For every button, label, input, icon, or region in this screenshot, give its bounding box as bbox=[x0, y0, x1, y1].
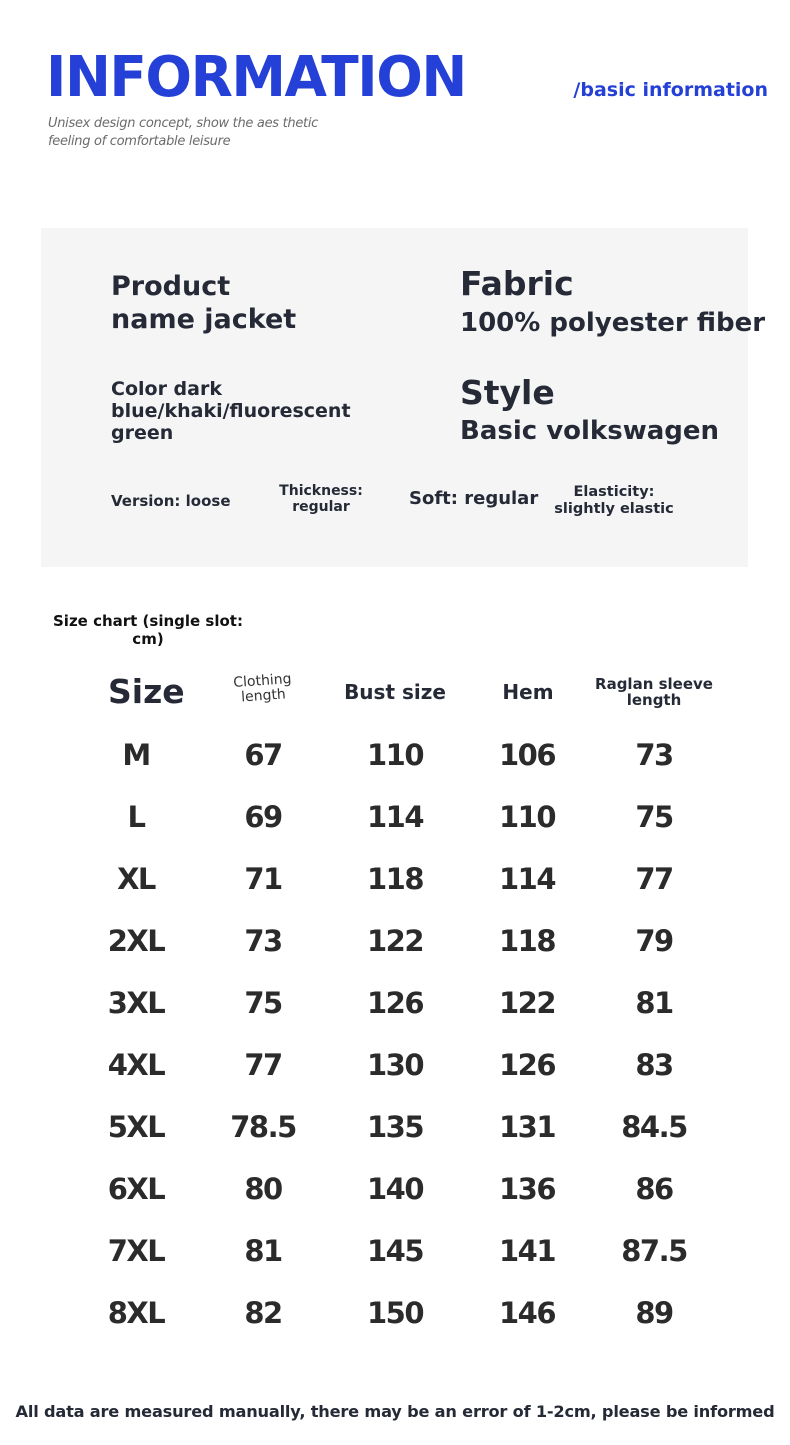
bust-size-cell: 114 bbox=[366, 800, 424, 834]
clothing-length-line-1: Clothing bbox=[232, 671, 293, 692]
bust-size-cell: 140 bbox=[366, 1172, 424, 1206]
measurement-disclaimer: All data are measured manually, there may be an error of 1-2cm, please be informed bbox=[15, 1402, 775, 1421]
raglan-sleeve-length-cell: 87.5 bbox=[621, 1234, 687, 1268]
bust-size-cell: 118 bbox=[366, 862, 424, 896]
clothing-length-cell: 75 bbox=[244, 986, 282, 1020]
table-row bbox=[0, 1034, 790, 1096]
clothing-length-line-2: length bbox=[240, 686, 287, 706]
bust-size-cell: 150 bbox=[366, 1296, 424, 1330]
column-header-bust-size: Bust size bbox=[344, 680, 446, 704]
size-chart-caption-line-2: cm) bbox=[132, 630, 164, 648]
size-cell: L bbox=[127, 800, 145, 834]
bust-size-cell: 126 bbox=[366, 986, 424, 1020]
elasticity-value: slightly elastic bbox=[554, 501, 674, 517]
raglan-sleeve-length-cell: 89 bbox=[635, 1296, 673, 1330]
column-header-size: Size bbox=[108, 672, 185, 711]
color-line-3: green bbox=[111, 422, 174, 444]
size-cell: 8XL bbox=[107, 1296, 165, 1330]
table-row bbox=[0, 1158, 790, 1220]
hem-cell: 106 bbox=[498, 738, 556, 772]
hem-cell: 146 bbox=[498, 1296, 556, 1330]
clothing-length-cell: 80 bbox=[244, 1172, 282, 1206]
size-cell: 4XL bbox=[107, 1048, 165, 1082]
table-row bbox=[0, 786, 790, 848]
bust-size-cell: 110 bbox=[366, 738, 424, 772]
table-row bbox=[0, 972, 790, 1034]
bust-size-cell: 130 bbox=[366, 1048, 424, 1082]
section-tagline: /basic information bbox=[573, 79, 768, 101]
product-info-panel bbox=[41, 228, 766, 567]
size-cell: 2XL bbox=[107, 924, 165, 958]
page-title: INFORMATION bbox=[46, 45, 466, 110]
hem-cell: 118 bbox=[498, 924, 556, 958]
clothing-length-cell: 78.5 bbox=[230, 1110, 296, 1144]
hem-cell: 122 bbox=[498, 986, 556, 1020]
subtitle-line-2: feeling of comfortable leisure bbox=[48, 134, 231, 149]
raglan-sleeve-length-cell: 83 bbox=[635, 1048, 673, 1082]
size-cell: 7XL bbox=[107, 1234, 165, 1268]
clothing-length-cell: 69 bbox=[244, 800, 282, 834]
size-cell: 5XL bbox=[107, 1110, 165, 1144]
elasticity-label: Elasticity: bbox=[573, 484, 655, 500]
hem-cell: 136 bbox=[498, 1172, 556, 1206]
thickness-value: regular bbox=[292, 499, 350, 515]
raglan-sleeve-length-cell: 81 bbox=[635, 986, 673, 1020]
style-value: Basic volkswagen bbox=[460, 416, 720, 446]
column-header-hem: Hem bbox=[502, 680, 554, 704]
hem-cell: 126 bbox=[498, 1048, 556, 1082]
column-header-clothing-length bbox=[227, 672, 299, 707]
size-cell: 3XL bbox=[107, 986, 165, 1020]
elasticity-info bbox=[546, 484, 682, 518]
size-chart-caption bbox=[48, 612, 248, 648]
product-name bbox=[111, 270, 296, 336]
hem-cell: 141 bbox=[498, 1234, 556, 1268]
raglan-sleeve-length-cell: 86 bbox=[635, 1172, 673, 1206]
version-info: Version: loose bbox=[111, 492, 231, 510]
color-info bbox=[111, 378, 351, 444]
table-row bbox=[0, 724, 790, 786]
bust-size-cell: 122 bbox=[366, 924, 424, 958]
color-line-1: Color dark bbox=[111, 378, 222, 400]
raglan-sleeve-length-cell: 77 bbox=[635, 862, 673, 896]
table-row bbox=[0, 1220, 790, 1282]
subtitle bbox=[48, 115, 348, 151]
raglan-line-2: length bbox=[626, 691, 682, 709]
size-chart-caption-line-1: Size chart (single slot: bbox=[53, 612, 243, 630]
soft-info: Soft: regular bbox=[409, 488, 539, 509]
fabric-label: Fabric bbox=[460, 264, 574, 303]
raglan-line-1: Raglan sleeve bbox=[595, 675, 713, 693]
size-cell: 6XL bbox=[107, 1172, 165, 1206]
raglan-sleeve-length-cell: 79 bbox=[635, 924, 673, 958]
raglan-sleeve-length-cell: 75 bbox=[635, 800, 673, 834]
table-row bbox=[0, 1096, 790, 1158]
clothing-length-cell: 81 bbox=[244, 1234, 282, 1268]
hem-cell: 110 bbox=[498, 800, 556, 834]
size-cell: M bbox=[122, 738, 150, 772]
clothing-length-cell: 67 bbox=[244, 738, 282, 772]
fabric-value: 100% polyester fiber bbox=[460, 308, 766, 338]
raglan-sleeve-length-cell: 84.5 bbox=[621, 1110, 687, 1144]
bust-size-cell: 145 bbox=[366, 1234, 424, 1268]
product-name-line-2: name jacket bbox=[111, 304, 297, 335]
column-header-raglan-sleeve-length bbox=[592, 676, 716, 708]
clothing-length-cell: 71 bbox=[244, 862, 282, 896]
clothing-length-cell: 77 bbox=[244, 1048, 282, 1082]
clothing-length-cell: 82 bbox=[244, 1296, 282, 1330]
color-line-2: blue/khaki/fluorescent bbox=[111, 400, 351, 422]
size-cell: XL bbox=[117, 862, 155, 896]
thickness-label: Thickness: bbox=[279, 483, 363, 499]
table-row bbox=[0, 910, 790, 972]
hem-cell: 131 bbox=[498, 1110, 556, 1144]
style-label: Style bbox=[460, 373, 555, 412]
table-row bbox=[0, 848, 790, 910]
hem-cell: 114 bbox=[498, 862, 556, 896]
product-name-line-1: Product bbox=[111, 271, 231, 302]
thickness-info bbox=[271, 483, 371, 515]
clothing-length-cell: 73 bbox=[244, 924, 282, 958]
bust-size-cell: 135 bbox=[366, 1110, 424, 1144]
raglan-sleeve-length-cell: 73 bbox=[635, 738, 673, 772]
subtitle-line-1: Unisex design concept, show the aes thetic bbox=[48, 116, 318, 131]
table-row bbox=[0, 1282, 790, 1344]
